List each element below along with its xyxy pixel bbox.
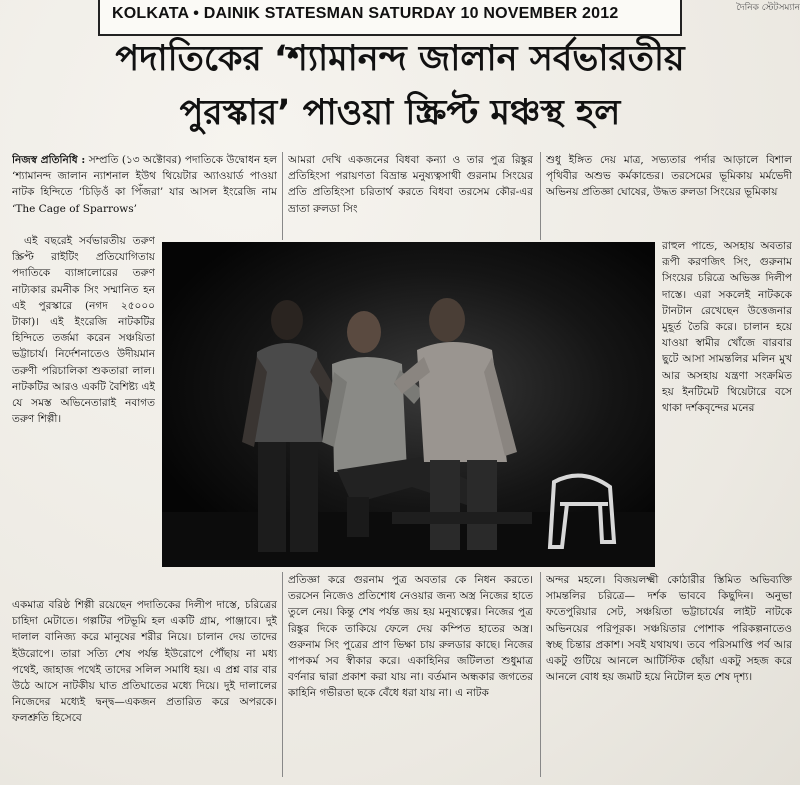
dateline-box bbox=[98, 0, 682, 36]
article-col3-top bbox=[546, 152, 792, 236]
col3-side-text: রাহুল পান্ডে, অসহায় অবতার রূপী করণজিৎ সিং, গুরুনাম সিংয়ের চরিত্রে অভিজ্ঞ দিলীপ দাস্তে। এরা সকলেই নাটককে টানটান রেখেছেন উত্তেজনার মুহূর্ত তৈরি করে। চালান হয়ে যাওয়া স্বামীর খোঁজে বারবার ছুটে আসা সামন্তলির মলিন মুখ আর অসহায় যন্ত্রণা সংক্রমিত হয় ইনটিমেট থিয়েটারে বসে থাকা দর্শকবৃন্দের মনের bbox=[662, 240, 792, 415]
article-col3-side bbox=[662, 238, 792, 568]
column-rule-2b bbox=[540, 572, 541, 777]
article-col1-bottom bbox=[12, 597, 277, 777]
stage-scene-illustration bbox=[162, 242, 655, 567]
col2-top-text: আমরা দেখি একজনের বিধবা কন্যা ও তার পুত্র রিঙ্কুর প্রতিহিংসা পরায়ণতা বিভ্রান্ত মনুষ্যত্বসাথী গুরনাম সিংয়ের প্রতি প্রতিহিংসা চরিতার্থ করতে বিধবা তরসেম কৌর-এর ভ্রাতা রুলডা সিং bbox=[288, 154, 533, 215]
corner-note: দৈনিক স্টেটসম্যান bbox=[736, 3, 800, 13]
article-col2-bottom bbox=[288, 572, 533, 777]
column-rule-1a bbox=[282, 152, 283, 240]
article-col1-side bbox=[12, 233, 155, 595]
dateline: KOLKATA • DAINIK STATESMAN SATURDAY 10 NOVEMBER 2012 bbox=[112, 5, 619, 22]
article-col2-top bbox=[288, 152, 533, 236]
stage-scene-photo bbox=[162, 242, 655, 567]
col1-bottom-text: একমাত্র বরিষ্ঠ শিল্পী রয়েছেন পদাতিকের দিলীপ দাস্তে, চরিত্রের চাহিদা মেটাতে। গল্পটির পটভূমি হল একটি গ্রাম, পাঞ্জাবে। দুই দালাল বানিজ্য করে মানুষের শরীর নিয়ে। চালান দেয় তাদের ইউরোপে। তারা সত্যি শেষ পর্যন্ত ইউরোপে পৌঁছায় না মধ্য পথেই, জাহাজ পথেই তাদের সলিল সমাধি হয়। এ প্রশ্ন বার বার উঠে আসে নাটকীয় ঘাত প্রতিঘাতের মধ্যে দিয়ে। দুই দালালের নিজেদের মধ্যেই দ্বন্দ্ব—একজন প্রতারিত করে অপরকে। ফলশ্রুতি হিসেবে bbox=[12, 599, 277, 725]
byline: নিজস্ব প্রতিনিধি : bbox=[12, 154, 86, 166]
column-rule-2a bbox=[540, 152, 541, 240]
col2-bottom-text: প্রতিজ্ঞা করে গুরনাম পুত্র অবতার কে নিধন করতে। তরসেন নিজেও প্রতিশোধ নেওয়ার জন্য অস্ত্র নিজের হাতে তুলে নেয়। কিন্তু শেষ পর্যন্ত জয় হয় মনুষ্যত্বের। নিজের পুত্র রিঙ্কুর দিকে তাকিয়ে ফেলে দেয় কম্পিত হাতের অস্ত্র। গুরুনাম সিং পুত্রের প্রাণ ভিক্ষা চায় রুলডার কাছে। নিজের পাপকর্ম সব স্বীকার করে। একাহিনির জটিলতা শুধুমাত্র বর্ণনার দ্বারা প্রকাশ করা যায় না। বর্তমান অন্ধকার জগতের কাহিনি গভীরতা ছকে বেঁধে ধরা যায় না। এ নাটক bbox=[288, 574, 533, 700]
article-col1-top bbox=[12, 152, 277, 232]
article-col3-bottom bbox=[546, 572, 792, 777]
col1-side-text: এই বছরেই সর্বভারতীয় তরুণ স্ক্রিপ্ট রাইটিং প্রতিযোগিতায় পদাতিকে ব্যাঙ্গালোরের তরুণ নাট্যকার রমনীক সিং সম্মানিত হন এই পুরস্কারে (নগদ ২৫০০০ টাকা)। এই ইংরেজি নাটকটির হিন্দিতে তর্জমা করেন সঞ্চয়িতা ভট্টাচার্য। নির্দেশনাতেও উদীয়মান তরুণী পরিচালিকা শুকতারা লাল। নাটকটির আরও একটি বৈশিষ্ট্য এই যে সমস্ত অভিনেতারাই নবাগত তরুণ শিল্পী। bbox=[12, 235, 155, 426]
col3-bottom-text: অন্দর মহলে। বিজয়লক্ষ্মী কোঠারীর স্তিমিত অভিব্যক্তি সামন্তলির চরিত্রে— দর্শক ভাববে কিছুদিন। অনুভা ফতেপুরিয়ার সেট, সঞ্চয়িতা ভট্টাচার্যের লাইট নাটকে অভিনয়ের পরিপূরক। সঞ্চয়িতার পোশাক পরিকল্পনাতেও স্বচ্ছ চিন্তার প্রকাশ। সবই যথাযথ। তবে পরিসমাপ্তি পর্ব আর একটু গুটিয়ে আনলে আটিস্টিক ছোঁয়া একটু সহজ করে আনলে বোধ হয় জমাট হয়ে নিটোল হত শেষ দৃশ্য। bbox=[546, 574, 792, 684]
col1-top-text: সম্প্রতি (১৩ অক্টোবর) পদাতিকে উদ্বোধন হল ‘শ্যামানন্দ জালান ন্যাশনাল ইউথ থিয়েটার অ্যাওয়ার্ড পাওয়া নাটক হিন্দিতে ‘চিড়িওঁ কা পিঁজরা’ যার আসল ইংরেজি নাম ‘The Cage of Sparrows’ bbox=[12, 154, 277, 215]
column-rule-1b bbox=[282, 572, 283, 777]
headline-line-2: পুরস্কার’ পাওয়া স্ক্রিপ্ট মঞ্চস্থ হল bbox=[179, 93, 621, 133]
headline-line-1: পদাতিকের ‘শ্যামানন্দ জালান সর্বভারতীয় bbox=[115, 39, 685, 79]
col3-top-text: শুধু ইঙ্গিত দেয় মাত্র, সভ্যতার পর্দার আড়ালে বিশাল পৃথিবীর অশুভ কর্মকান্ডের। তরসেমের ভূমিকায় মর্মভেদী অভিনয় প্রতিজ্ঞা ঘোষের, উদ্ধত রুলডা সিংয়ের ভূমিকায় bbox=[546, 154, 792, 199]
